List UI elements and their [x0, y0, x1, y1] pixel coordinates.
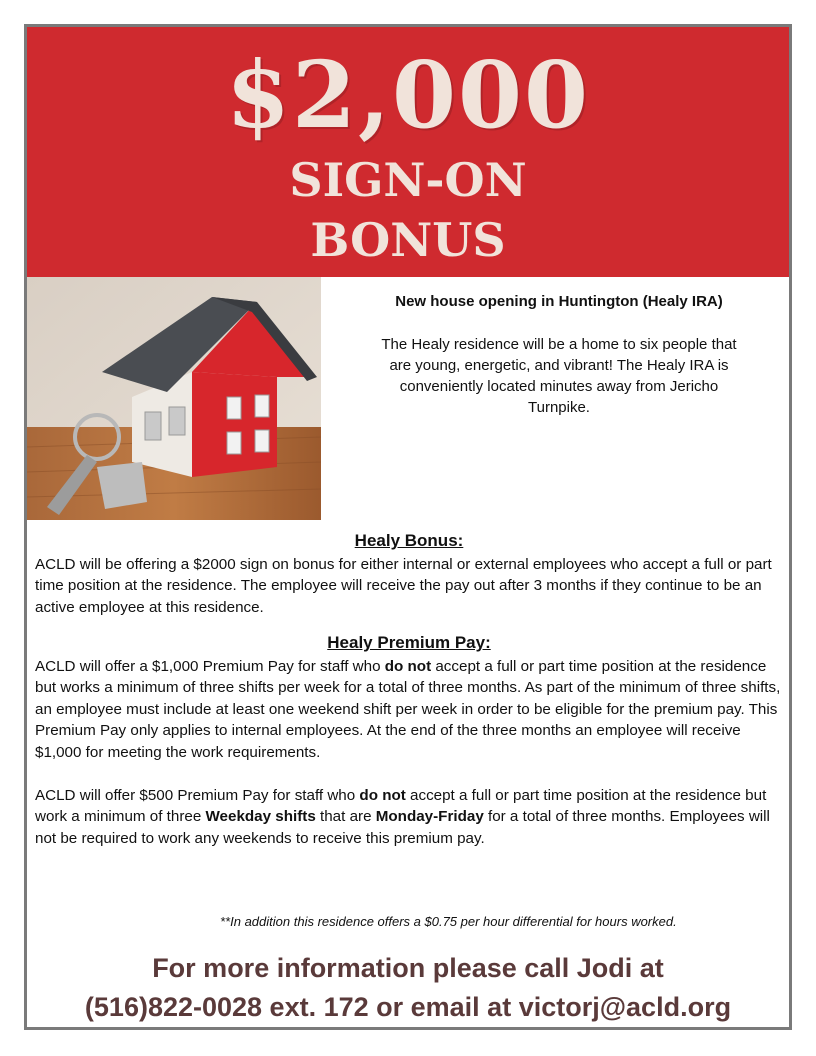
contact-line-1: For more information please call Jodi at — [152, 953, 664, 983]
premium-pay-section — [35, 632, 783, 849]
healy-bonus-text: ACLD will be offering a $2000 sign on bonus for either internal or external employees who accept a full or part time position at the residence. The employee will receive the pay out after 3 months if they continue to be an active employee at this residence. — [35, 555, 772, 616]
intro-block — [350, 293, 768, 418]
contact-line-2[interactable]: (516)822-0028 ext. 172 or email at victorj@acld.org — [84, 992, 732, 1022]
intro-body: The Healy residence will be a home to six people that are young, energetic, and vibrant! The Healy IRA is conveniently located minutes away from Jericho Turnpike. — [381, 336, 737, 416]
intro-title: New house opening in Huntington (Healy IRA) — [395, 293, 723, 310]
premium-pay-heading: Healy Premium Pay: — [327, 633, 491, 652]
premium-pay-paragraph-2: ACLD will offer $500 Premium Pay for staff who do not accept a full or part time position at the residence but work a minimum of three Weekday shifts that are Monday-Friday for a total of three months. Employees will not be required to work any weekends to receive this premium pay. — [35, 786, 770, 847]
banner-line-sign-on: SIGN-ON — [289, 153, 527, 207]
healy-bonus-heading: Healy Bonus: — [354, 531, 464, 550]
differential-footnote: **In addition this residence offers a $0.75 per hour differential for hours worked. — [220, 914, 677, 929]
house-with-keys-illustration — [27, 277, 321, 520]
healy-bonus-section — [35, 530, 783, 618]
banner-line-bonus: BONUS — [310, 213, 506, 267]
bonus-amount: $2,000 — [225, 41, 591, 149]
premium-pay-paragraph-1: ACLD will offer a $1,000 Premium Pay for staff who do not accept a full or part time position at the residence but works a minimum of three shifts per week for a total of three months. As part of the minimum of three shifts, an employee must include at least one weekend shift per week in order to be eligible for the premium pay. This Premium Pay only applies to internal employees. At the end of the three months an employee will receive $1,000 for meeting the work requirements. — [35, 657, 781, 761]
house-photo — [27, 277, 321, 520]
header-banner — [27, 27, 789, 277]
